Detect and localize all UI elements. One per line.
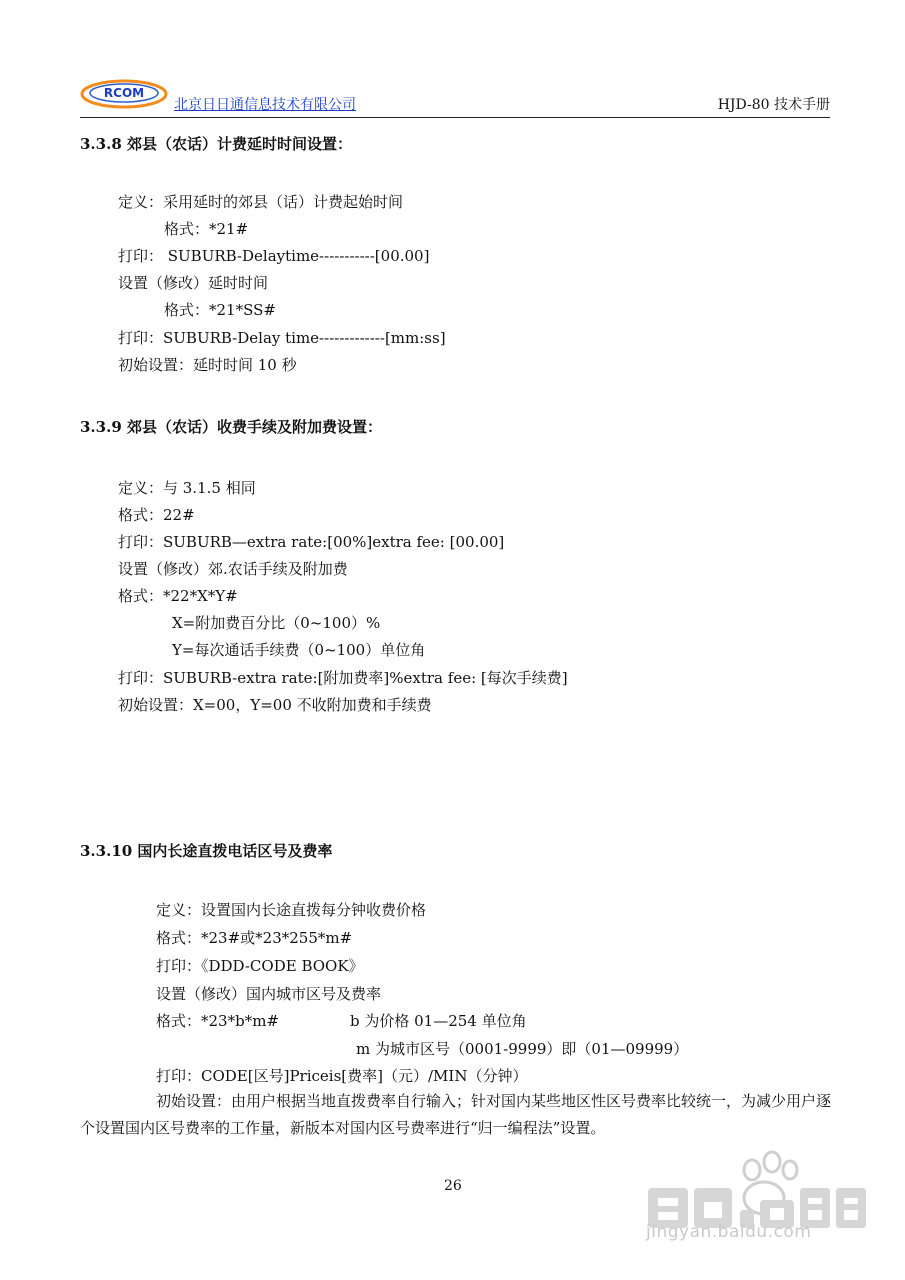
- text-line: 格式：*21#: [164, 220, 249, 238]
- text-line: 定义：设置国内长途直拨每分钟收费价格: [156, 901, 427, 919]
- text-line: X=附加费百分比（0~100）%: [172, 614, 381, 632]
- text-line: 打印： SUBURB-Delaytime-----------[00.00]: [118, 247, 430, 265]
- text-line: 定义：采用延时的郊县（话）计费起始时间: [118, 193, 404, 211]
- text-line: 格式：*23#或*23*255*m#: [156, 929, 353, 947]
- text-line: 打印：SUBURB-extra rate:[附加费率]%extra fee: [每次手续费]: [118, 669, 568, 687]
- text-line: 设置（修改）国内城市区号及费率: [156, 985, 382, 1003]
- page-number: 26: [444, 1178, 462, 1194]
- page-header: [80, 72, 830, 118]
- watermark-url: jingyan.baidu.com: [646, 1222, 812, 1242]
- rcom-logo: [80, 76, 168, 112]
- header-rule: [80, 117, 830, 118]
- baidu-watermark-icon: [640, 1140, 870, 1270]
- text-line: 打印：SUBURB-Delay time-------------[mm:ss]: [118, 329, 446, 347]
- section-heading-3-3-9: 3.3.9 郊县（农话）收费手续及附加费设置：: [80, 418, 382, 436]
- text-line: 格式：22#: [118, 506, 195, 524]
- text-line: b 为价格 01—254 单位角: [350, 1012, 527, 1030]
- text-line: 定义：与 3.1.5 相同: [118, 479, 256, 497]
- section-heading-3-3-10: 3.3.10 国内长途直拨电话区号及费率: [80, 842, 333, 860]
- text-line: 格式：*21*SS#: [164, 301, 276, 319]
- body-paragraph: 初始设置：由用户根据当地直拨费率自行输入；针对国内某些地区性区号费率比较统一，为减少用户逐个设置国内区号费率的工作量，新版本对国内区号费率进行“归一编程法”设置。: [80, 1092, 832, 1137]
- text-line: 打印：CODE[区号]Priceis[费率]（元）/MIN（分钟）: [156, 1067, 528, 1085]
- text-line: 打印：SUBURB—extra rate:[00%]extra fee: [00.00]: [118, 533, 505, 551]
- text-line: 格式：*22*X*Y#: [118, 587, 238, 605]
- text-line: 初始设置：X=00，Y=00 不收附加费和手续费: [118, 696, 432, 714]
- text-line: 格式：*23*b*m#: [156, 1012, 279, 1030]
- text-line: m 为城市区号（0001-9999）即（01—09999）: [356, 1040, 689, 1058]
- company-name[interactable]: 北京日日通信息技术有限公司: [174, 97, 356, 113]
- text-line: 设置（修改）郊.农话手续及附加费: [118, 560, 348, 578]
- manual-title: HJD-80 技术手册: [717, 97, 830, 113]
- text-line: 设置（修改）延时时间: [118, 274, 269, 292]
- logo-text: RCOM: [103, 86, 145, 100]
- text-line: 打印：《DDD-CODE BOOK》: [156, 957, 364, 975]
- section-heading-3-3-8: 3.3.8 郊县（农话）计费延时时间设置：: [80, 135, 352, 153]
- text-line: Y=每次通话手续费（0~100）单位角: [172, 641, 426, 659]
- text-line: 初始设置：延时时间 10 秒: [118, 356, 297, 374]
